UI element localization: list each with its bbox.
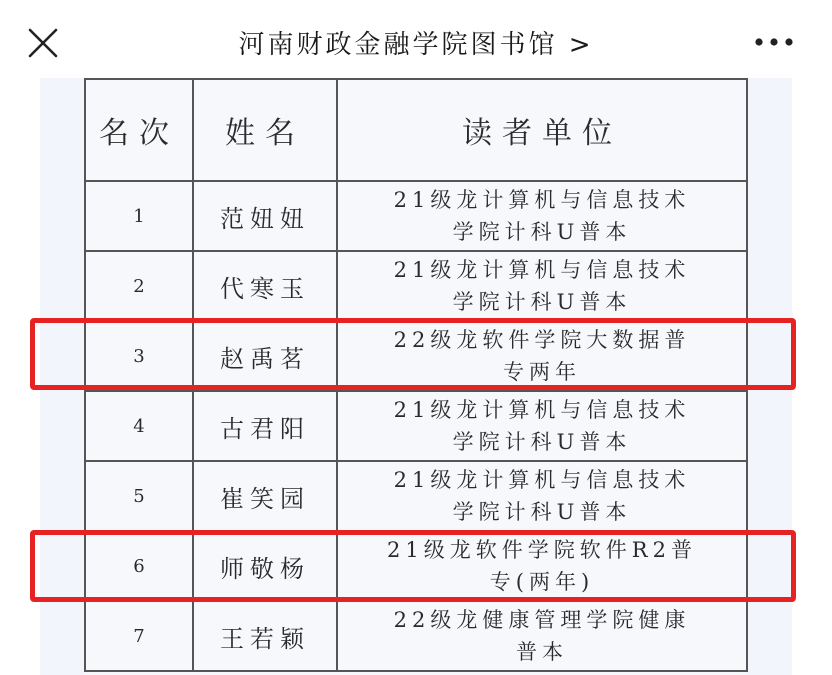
rank-cell: 2 <box>85 251 193 321</box>
unit-line: 21级龙计算机与信息技术 <box>393 398 691 422</box>
highlight-box-rank-6 <box>30 530 796 602</box>
name-cell: 崔笑园 <box>193 461 337 531</box>
unit-line: 21级龙计算机与信息技术 <box>393 188 691 212</box>
rank-cell: 1 <box>85 181 193 251</box>
rank-cell: 7 <box>85 601 193 671</box>
page-title[interactable]: 河南财政金融学院图书馆 > <box>238 30 594 60</box>
unit-cell <box>337 391 747 461</box>
unit-line: 普本 <box>516 640 568 664</box>
table-row <box>85 181 747 251</box>
highlight-box-rank-3 <box>30 318 796 390</box>
unit-line: 21级龙软件学院软件R2普 <box>387 538 697 562</box>
name-cell: 范妞妞 <box>193 181 337 251</box>
name-cell: 师敬杨 <box>193 531 337 601</box>
header-rank: 名次 <box>85 79 193 181</box>
unit-line: 学院计科U普本 <box>452 220 632 244</box>
name-cell: 王若颖 <box>193 601 337 671</box>
rank-cell: 5 <box>85 461 193 531</box>
unit-line: 学院计科U普本 <box>452 290 632 314</box>
header-name: 姓名 <box>193 79 337 181</box>
unit-line: 学院计科U普本 <box>452 430 632 454</box>
unit-line: 21级龙计算机与信息技术 <box>393 468 691 492</box>
name-cell: 代寒玉 <box>193 251 337 321</box>
unit-line: 22级龙健康管理学院健康 <box>393 608 691 632</box>
close-icon[interactable] <box>26 26 60 60</box>
table-row <box>85 391 747 461</box>
rank-cell: 6 <box>85 531 193 601</box>
table-row <box>85 601 747 671</box>
unit-line: 21级龙计算机与信息技术 <box>393 258 691 282</box>
unit-line: 专(两年) <box>489 570 595 594</box>
rank-cell: 3 <box>85 321 193 391</box>
unit-cell <box>337 251 747 321</box>
unit-cell <box>337 181 747 251</box>
name-cell: 赵禹茗 <box>193 321 337 391</box>
rank-cell: 4 <box>85 391 193 461</box>
top-navigation-bar <box>0 0 832 78</box>
more-icon[interactable] <box>752 34 796 50</box>
unit-cell <box>337 601 747 671</box>
table-row <box>85 251 747 321</box>
unit-cell <box>337 461 747 531</box>
table-header-row <box>85 79 747 181</box>
unit-line: 22级龙软件学院大数据普 <box>393 328 691 352</box>
table-row <box>85 461 747 531</box>
name-cell: 古君阳 <box>193 391 337 461</box>
header-unit: 读者单位 <box>337 79 747 181</box>
unit-line: 专两年 <box>503 360 581 384</box>
unit-line: 学院计科U普本 <box>452 500 632 524</box>
